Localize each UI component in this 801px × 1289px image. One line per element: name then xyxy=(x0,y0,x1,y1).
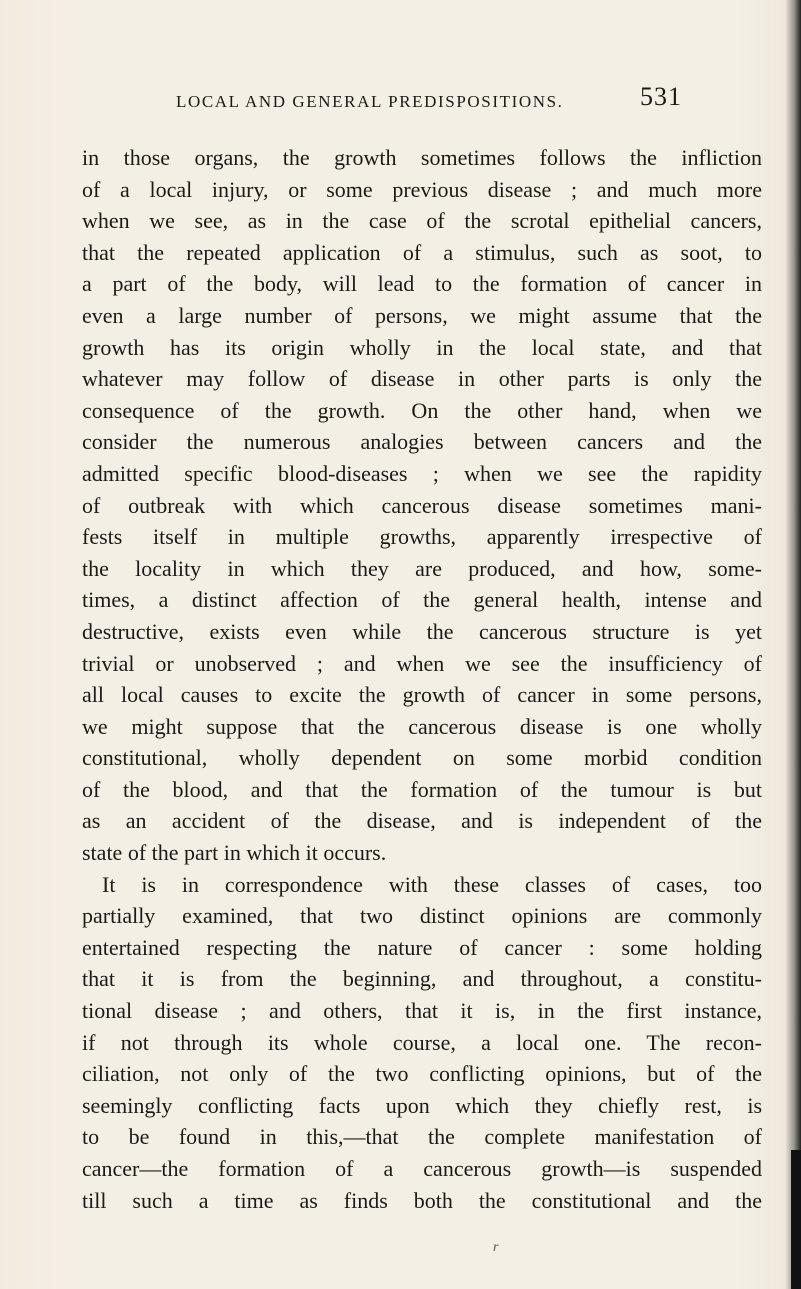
text-line: to be found in this,—that the complete manifestation of xyxy=(82,1124,762,1150)
page-edge-shadow xyxy=(785,0,801,1289)
text-line: state of the part in which it occurs. xyxy=(82,840,387,866)
text-line: till such a time as finds both the constitutional and the xyxy=(82,1187,762,1213)
text-line: growth has its origin wholly in the local state, and that xyxy=(82,334,762,360)
text-line: we might suppose that the cancerous disease is one wholly xyxy=(82,713,762,739)
text-line: a part of the body, will lead to the formation of cancer in xyxy=(82,271,762,297)
text-line: partially examined, that two distinct opinions are commonly xyxy=(82,903,762,929)
stray-mark: r xyxy=(493,1240,499,1255)
body-text xyxy=(82,142,762,1216)
text-line: in those organs, the growth sometimes follows the infliction xyxy=(82,145,762,170)
text-line: constitutional, wholly dependent on some morbid condition xyxy=(82,745,762,771)
text-line: consider the numerous analogies between cancers and the xyxy=(82,429,762,455)
text-line: of outbreak with which cancerous disease sometimes mani- xyxy=(82,492,762,518)
page-number: 531 xyxy=(640,82,682,111)
text-line: times, a distinct affection of the general health, intense and xyxy=(82,587,762,613)
text-line: seemingly conflicting facts upon which they chiefly rest, is xyxy=(82,1092,762,1118)
text-line: of a local injury, or some previous disease ; and much more xyxy=(82,176,762,202)
text-line: even a large number of persons, we might assume that the xyxy=(82,302,762,328)
text-line: whatever may follow of disease in other parts is only the xyxy=(82,366,762,392)
text-line: that the repeated application of a stimulus, such as soot, to xyxy=(82,239,762,265)
text-line: as an accident of the disease, and is independent of the xyxy=(82,808,762,834)
text-line: if not through its whole course, a local one. The recon- xyxy=(82,1029,762,1055)
text-line: destructive, exists even while the cancerous structure is yet xyxy=(82,618,762,644)
text-line: all local causes to excite the growth of cancer in some persons, xyxy=(82,682,762,708)
text-line: when we see, as in the case of the scrotal epithelial cancers, xyxy=(82,208,762,234)
text-line: the locality in which they are produced, and how, some- xyxy=(82,555,762,581)
text-line: entertained respecting the nature of cancer : some holding xyxy=(82,934,762,960)
text-line: admitted specific blood-diseases ; when we see the rapidity xyxy=(82,460,762,486)
page-edge-dark xyxy=(791,1150,801,1289)
text-line: fests itself in multiple growths, apparently irrespective of xyxy=(82,524,762,550)
text-line: ciliation, not only of the two conflicting opinions, but of the xyxy=(82,1061,762,1087)
running-head: LOCAL AND GENERAL PREDISPOSITIONS. xyxy=(176,92,564,111)
text-line: trivial or unobserved ; and when we see the insufficiency of xyxy=(82,650,762,676)
text-line: of the blood, and that the formation of the tumour is but xyxy=(82,776,762,802)
text-line: cancer—the formation of a cancerous growth—is suspended xyxy=(82,1156,762,1181)
text-line: that it is from the beginning, and throughout, a constitu- xyxy=(82,966,762,992)
text-line: tional disease ; and others, that it is, in the first instance, xyxy=(82,998,762,1024)
text-line: It is in correspondence with these classes of cases, too xyxy=(102,871,762,897)
text-line: consequence of the growth. On the other hand, when we xyxy=(82,397,762,423)
